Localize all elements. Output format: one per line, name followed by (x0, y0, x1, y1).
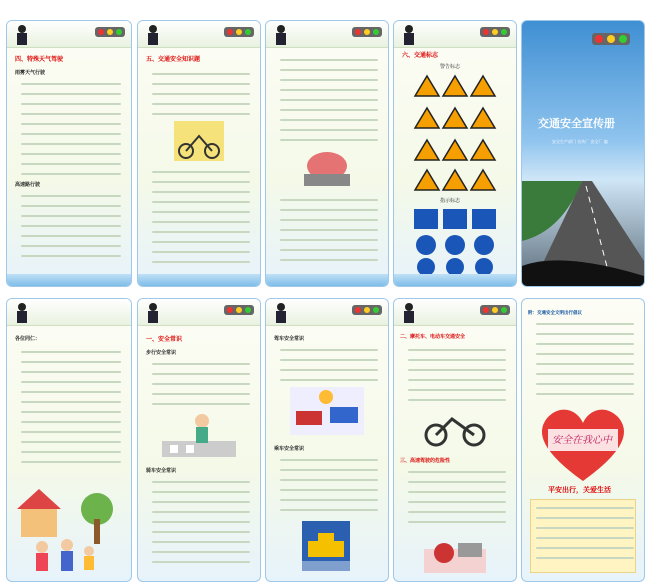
section-heading: 四、特殊天气驾驶 (15, 56, 64, 63)
subheading: 高速路行驶 (15, 182, 41, 188)
traffic-scene-illustration (290, 387, 364, 435)
officer-icon (400, 22, 418, 46)
officer-icon (272, 22, 290, 46)
section-heading: 二、摩托车、电动车交通安全 (400, 334, 466, 340)
panel-bottom-2 (137, 298, 261, 582)
subheading: 驾车安全常识 (274, 336, 305, 342)
panel-header (394, 299, 516, 326)
traffic-light-icon (480, 305, 510, 315)
cover-subtitle: 安全生产部门 宣传厂 安全厂 编 (552, 139, 608, 144)
subheading: 雨雾天气行驶 (15, 70, 46, 76)
panel-header (266, 21, 388, 48)
officer-icon (272, 300, 290, 324)
traffic-light-icon (95, 27, 125, 37)
taxi-illustration (302, 521, 350, 571)
panel-header (138, 21, 260, 48)
caption-warning: 警告标志 (440, 64, 461, 70)
road-illustration (522, 181, 644, 286)
crash-illustration (424, 529, 486, 573)
cyclist-illustration (174, 121, 224, 161)
traffic-light-icon (224, 305, 254, 315)
cover-title: 交通安全宣传册 (538, 117, 615, 130)
greeting-text: 各位同仁： (15, 336, 41, 342)
subheading: 步行安全常识 (146, 350, 177, 356)
subheading: 乘车安全常识 (274, 446, 305, 452)
cover-panel (521, 20, 645, 287)
officer-icon (144, 300, 162, 324)
pedestrian-illustration (162, 411, 236, 457)
panel-header (266, 299, 388, 326)
officer-icon (400, 300, 418, 324)
panel-bottom-1 (6, 298, 132, 582)
traffic-light-icon (480, 27, 510, 37)
warning-signs (412, 73, 498, 193)
mandatory-signs (412, 207, 498, 277)
accident-illustration (294, 146, 360, 190)
panel-header (138, 299, 260, 326)
panel-header (7, 299, 131, 326)
section-heading: 六、交通标志 (402, 52, 439, 59)
traffic-light-icon (592, 33, 630, 45)
officer-icon (13, 300, 31, 324)
traffic-light-icon (352, 305, 382, 315)
section-heading: 附：交通安全文明出行倡议 (528, 311, 582, 316)
section-heading: 一、安全常识 (146, 336, 183, 343)
officer-icon (13, 22, 31, 46)
panel-bottom-4 (393, 298, 517, 582)
slogan: 平安出行，关爱生活 (548, 486, 611, 494)
calligraphy-text: 安全在我心中 (552, 435, 612, 446)
panel-top-4 (393, 20, 517, 287)
panel-top-3 (265, 20, 389, 287)
caption-mandatory: 指示标志 (440, 198, 461, 204)
family-illustration (17, 479, 121, 574)
panel-top-2 (137, 20, 261, 287)
traffic-light-icon (224, 27, 254, 37)
panel-bottom-3 (265, 298, 389, 582)
panel-header (7, 21, 131, 48)
traffic-light-icon (352, 27, 382, 37)
motorbike-illustration (422, 405, 488, 447)
officer-icon (144, 22, 162, 46)
subheading: 骑车安全常识 (146, 468, 177, 474)
panel-bottom-5 (521, 298, 645, 582)
section-heading: 五、交通安全知识题 (146, 56, 201, 63)
panel-top-1 (6, 20, 132, 287)
section-heading: 三、高速驾驶的危险性 (400, 458, 451, 464)
panel-header (394, 21, 516, 48)
